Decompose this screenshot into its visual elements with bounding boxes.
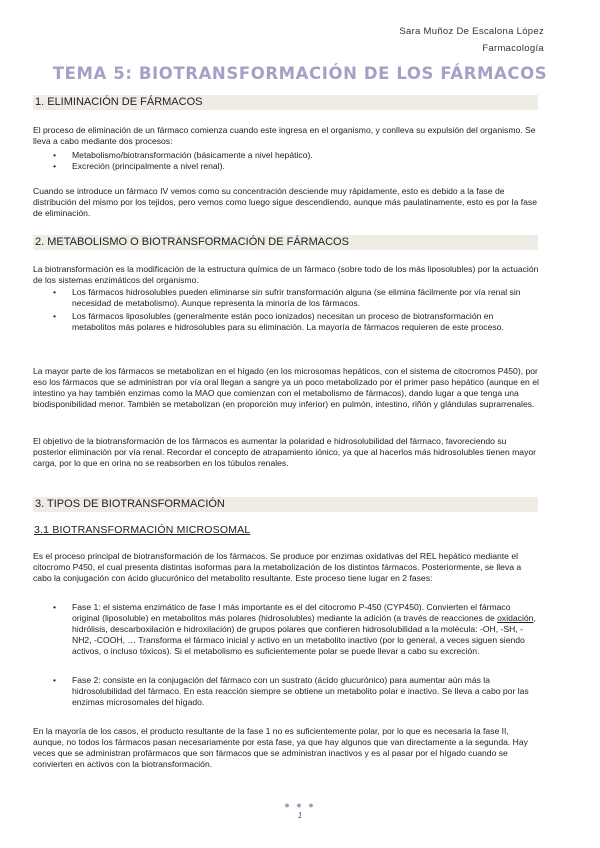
section-2-heading: 2. METABOLISMO O BIOTRANSFORMACIÓN DE FÁRMACOS xyxy=(33,235,538,250)
section-1-bullet: Metabolismo/biotransformación (básicamente a nivel hepático). xyxy=(72,150,313,160)
bullet-icon: • xyxy=(53,150,57,160)
section-3-heading: 3. TIPOS DE BIOTRANSFORMACIÓN xyxy=(33,497,538,512)
bullet-icon: • xyxy=(53,287,57,297)
page-number: 1 xyxy=(297,811,303,820)
bullet-icon: • xyxy=(53,161,57,171)
section-3-paragraph-2: En la mayoría de los casos, el producto resultante de la fase 1 no es suficientemente polar, por lo que es necesaria la fase II, aunque, no todos los fármacos pasan necesariamente por esta fase, ya que hay algunos que van directamente a la segunda. Hay veces que se administran profármacos que son fármacos que se administran inactivos y es al pasar por el hígado cuando se convierten en activos con la biotransformación. xyxy=(33,726,528,769)
page-title: TEMA 5: BIOTRANSFORMACIÓN DE LOS FÁRMACOS xyxy=(52,64,548,83)
section-2-paragraph-2: La mayor parte de los fármacos se metabolizan en el hígado (en los microsomas hepáticos, con el sistema de citocromos P450), por eso los fármacos que se administran por vía oral llegan a sangre ya un poco metabolizado por el primer paso hepático (aunque en el intestino ya hay también enzimas como la MAO que comienzan con el metabolismo de fármacos), dando lugar a que tenga una biodisponibilidad menor. También se metabolizan (en proporción muy inferior) en pulmón, intestino, riñón y glándulas suprarrenales. xyxy=(33,366,539,409)
header-author: Sara Muñoz De Escalona López xyxy=(399,26,544,37)
section-1-heading: 1. ELIMINACIÓN DE FÁRMACOS xyxy=(33,95,538,110)
phase-1-text: Fase 1: el sistema enzimático de fase I más importante es el del citocromo P-450 (CYP450). Convierten el fármaco original (liposoluble) en metabolitos más polares (hidrosolubles) mediante la adición (a través de reacciones de oxidación, hidrólisis, descarboxilación e hidroxilación) de grupos polares que confieren hidrosolubilidad a la molécula: -OH, -SH, -NH2, -COOH, … Transforma el fármaco inicial y activo en un metabolito inactivo (por lo general, a veces siguen siendo activos, o incluso tóxicos). Si el metabolismo es suficientemente polar se puede llevar a cabo su excreción. xyxy=(72,602,536,656)
section-1-paragraph-1: El proceso de eliminación de un fármaco comienza cuando este ingresa en el organismo, y conlleva su expulsión del organismo. Se lleva a cabo mediante dos procesos: xyxy=(33,125,536,146)
page-dots: ● ● ● xyxy=(284,800,316,810)
section-2-bullet: Los fármacos hidrosolubles pueden eliminarse sin sufrir transformación alguna (se elimina fácilmente por vía renal sin necesidad de metabolismo). Aunque representa la minoría de los fármacos. xyxy=(72,287,521,308)
header-subject: Farmacología xyxy=(482,43,544,54)
bullet-icon: • xyxy=(53,602,57,612)
phase-2-text: Fase 2: consiste en la conjugación del fármaco con un sustrato (ácido glucurónico) para aumentar aún más la hidrosolubilidad del fármaco. En esta reacción siempre se obtiene un metabolito polar e inactivo. Se lleva a cabo por las enzimas microsomales del hígado. xyxy=(72,675,529,707)
section-3-paragraph-1: Es el proceso principal de biotransformación de los fármacos. Se produce por enzimas oxidativas del REL hepático mediante el citocromo P450, el cual presenta distintas isoformas para la metabolización de los distintos fármacos. Posteriormente, se lleva a cabo la conjugación con ácido glucurónico del metabolito resultante. Este proceso tiene lugar en 2 fases: xyxy=(33,551,522,583)
section-2-bullet: Los fármacos liposolubles (generalmente están poco ionizados) necesitan un proceso de biotransformación en metabolitos más polares e hidrosolubles para su eliminación. La mayoría de fármacos requieren de este proceso. xyxy=(72,311,504,332)
section-1-paragraph-2: Cuando se introduce un fármaco IV vemos como su concentración desciende muy rápidamente, esto es debido a la fase de distribución del mismo por los tejidos, pero vemos como luego sigue descendiendo, aunque más paulatinamente, esto es por la fase de eliminación. xyxy=(33,186,537,218)
section-2-paragraph-3: El objetivo de la biotransformación de los fármacos es aumentar la polaridad e hidrosolubilidad del fármaco, favoreciendo su posterior eliminación por vía renal. Recordar el concepto de atrapamiento iónico, ya que al hacerlos más hidrosolubles tienen mayor carga, por lo que en orina no se reabsorben en los túbulos renales. xyxy=(33,436,537,468)
bullet-icon: • xyxy=(53,675,57,685)
section-1-bullet: Excreción (principalmente a nivel renal). xyxy=(72,161,225,171)
bullet-icon: • xyxy=(53,311,57,321)
section-3-1-subheading: 3.1 BIOTRANSFORMACIÓN MICROSOMAL xyxy=(34,524,251,536)
section-2-paragraph-1: La biotransformación es la modificación de la estructura química de un fármaco (sobre todo de los más liposolubles) por la actuación de los sistemas enzimáticos del organismo. xyxy=(33,264,539,285)
